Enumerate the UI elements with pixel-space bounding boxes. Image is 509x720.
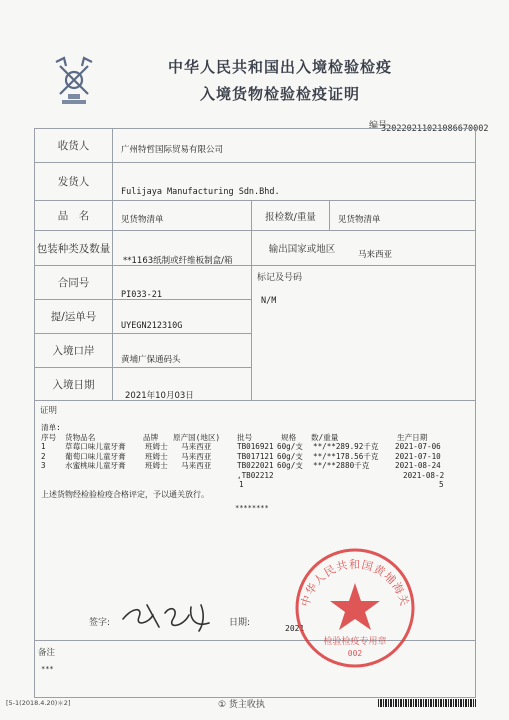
col-header: 货物品名 [65,432,96,442]
col-header: 数/重量 [311,432,339,442]
marks-value: N/M [261,296,277,306]
goods-row-continued [41,471,471,481]
consignor-value: Fulijaya Manufacturing Sdn.Bhd. [121,187,280,197]
package-label: 包装种类及数量 [35,231,113,265]
col-header: 原产国(地区) [173,432,221,442]
goods-cell: 3 [41,461,46,470]
date-label: 入境日期 [35,368,113,400]
seal-subtext: 检验检疫专用章 [323,637,387,647]
goods-cell: 2021-07-06 [395,442,441,451]
consignor-row [35,163,475,201]
customs-emblem-icon [48,52,106,110]
goods-cell: 马来西亚 [181,451,212,461]
goods-list-label: 清单: [41,423,61,432]
goods-header-row [41,433,471,443]
product-row [35,201,475,231]
goods-cell: 60g/支 [277,461,303,470]
bl-label: 提/运单号 [35,300,113,333]
contract-value: PI033-21 [121,290,162,300]
goods-cell: 60g/支 [277,442,303,451]
package-value: **1163纸制或纤维板制盒/箱 [123,256,233,266]
date-row [35,368,475,401]
goods-cell: 葡萄口味儿童牙膏 [65,451,126,461]
product-label: 品 名 [35,201,113,230]
origin-cell [251,231,477,265]
goods-row [41,461,471,471]
cert-number-label: 编号 [369,121,388,131]
bl-value: UYEGN212310G [121,321,183,331]
copy-label: ① 货主收执 [218,700,265,710]
origin-value: 马来西亚 [358,250,393,260]
sign-year: 2021 [285,624,305,633]
goods-cell: 60g/支 [277,451,303,461]
consignor-label: 发货人 [35,163,113,200]
goods-cell: TB022021 [237,461,274,470]
seal-text: 中华人民共和国黄埔海关 [298,558,412,609]
remarks-label: 备注 [38,648,56,658]
goods-cell: TB016921 [237,442,274,451]
date-value: 2021年10月03日 [125,391,194,401]
goods-cell: 1 [239,480,244,489]
certificate-label: 证明 [40,406,58,416]
bl-row [35,300,252,334]
cert-number: 320220211021086670002 [381,124,489,134]
goods-cell: TB017121 [237,451,274,461]
barcode-icon [378,699,476,707]
goods-cell: 班姆士 [145,451,168,461]
quantity-value: 见货物清单 [338,215,381,225]
goods-row [41,442,471,452]
consignee-label: 收货人 [35,129,113,162]
origin-label: 输出国家或地区 [268,244,336,255]
col-header: 品牌 [143,432,159,442]
goods-cell: 2021-08-24 [395,461,441,470]
contract-row [35,266,252,300]
official-seal [292,545,418,671]
consignee-row [35,129,475,163]
goods-cell: 5 [439,480,444,489]
goods-cell: **/**178.56千克 [313,451,379,461]
goods-cell: 马来西亚 [181,442,212,451]
marks-label: 标记及号码 [257,273,303,283]
sign-date-label: 日期: [229,618,251,628]
goods-cell: 班姆士 [145,442,168,451]
package-row [35,231,475,266]
document-title: 中华人民共和国出入境检验检疫 [167,58,392,76]
release-statement: 上述货物经检验检疫合格评定，予以通关放行。 [41,490,209,499]
remarks-value: *** [41,665,54,673]
signature-icon [119,597,219,637]
goods-cell: 2021-07-10 [395,451,441,461]
col-header: 规格 [281,432,297,442]
port-label: 入境口岸 [35,334,113,367]
consignee-value: 广州特哲国际贸易有限公司 [121,145,224,155]
goods-cell: 马来西亚 [181,461,212,470]
col-header: 批号 [237,432,253,442]
goods-cell: 草莓口味儿童牙膏 [65,442,126,451]
sign-label: 签字: [89,618,111,628]
port-row [35,334,252,368]
goods-cell: **/**2880千克 [313,461,370,470]
port-value: 黄埔广保通码头 [121,355,181,365]
quantity-label: 报检数/重量 [252,201,330,230]
goods-row [41,452,471,462]
goods-cell: **/**289.92千克 [313,442,379,451]
contract-label: 合同号 [35,266,113,299]
col-header: 生产日期 [397,432,428,442]
goods-cell: 1 [41,442,46,451]
document-subtitle: 入境货物检验检疫证明 [199,85,360,103]
seal-number: 002 [347,649,363,658]
end-mark: ******** [235,504,269,512]
col-header: 序号 [41,432,57,442]
goods-cell: 班姆士 [145,461,168,470]
goods-cell: 2 [41,451,46,461]
goods-cell: 水蜜桃味儿童牙膏 [65,461,126,470]
quantity-cell [251,201,477,230]
goods-list [41,423,471,490]
goods-cell: 2021-08-2 [403,470,445,480]
form-code: [5-1(2018.4.20)＊2] [6,699,71,707]
goods-cell: ,TB02212 [237,470,274,480]
product-value: 见货物清单 [121,215,164,225]
